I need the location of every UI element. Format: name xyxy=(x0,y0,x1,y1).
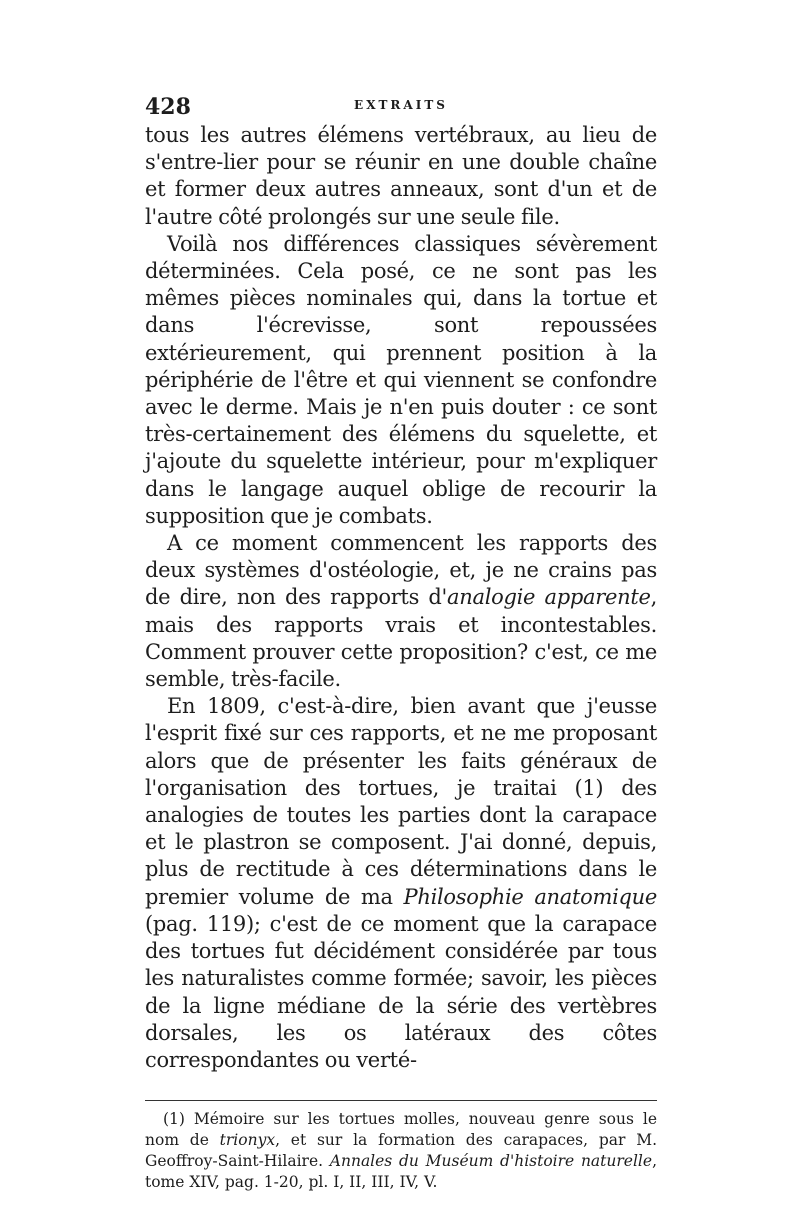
text-run: , mais des rapports vrais et incontestables. Comment prouver cette proposition? c'est, ce me semble, très-facile. xyxy=(145,585,658,692)
text-run: (1) Mémoire sur les tortues molles, nouveau genre sous le nom de xyxy=(145,1110,657,1150)
text-run: En 1809, c'est-à-dire, bien avant que j'eusse l'esprit fixé sur ces rapports, et ne me proposant alors que de présenter les faits généraux de l'organisation des tortues, je traitai (1) des analogies de toutes les parties dont la carapace et le plastron se composent. J'ai donné, depuis, plus de rectitude à ces déterminations dans le premier volume de ma xyxy=(145,694,657,909)
paragraph xyxy=(145,122,657,231)
paragraph xyxy=(145,231,657,530)
footnote-rule xyxy=(145,1100,657,1101)
italic-text: Annales du Muséum d'histoire naturelle xyxy=(329,1152,653,1171)
page-number: 428 xyxy=(145,94,191,120)
book-page xyxy=(145,96,657,1209)
text-run: , et sur la formation des carapaces, par M. Geoffroy-Saint-Hilaire. xyxy=(145,1131,657,1171)
text-run: tous les autres élémens vertébraux, au lieu de s'entre-lier pour se réunir en une double chaîne et former deux autres anneaux, sont d'un et de l'autre côté prolongés sur une seule file. xyxy=(145,123,657,229)
body-text xyxy=(145,122,657,1074)
italic-text: analogie apparente xyxy=(447,585,651,610)
paragraph xyxy=(145,693,657,1074)
running-head: EXTRAITS xyxy=(354,98,448,112)
footnote xyxy=(145,1109,657,1193)
italic-text: Philosophie anatomique xyxy=(403,884,657,909)
text-run: , tome XIV, pag. 1-20, pl. I, II, III, IV, V. xyxy=(145,1152,657,1192)
text-run: (pag. 119); c'est de ce moment que la carapace des tortues fut décidément considérée par tous les naturalistes comme formée; savoir, les pièces de la ligne médiane de la série des vertèbres dorsales, les os latéraux des côtes correspondantes ou verté- xyxy=(145,911,657,1072)
italic-text: trionyx xyxy=(219,1131,276,1150)
page-header xyxy=(145,96,657,120)
text-run: A ce moment commencent les rapports des deux systèmes d'ostéologie, et, je ne crains pas de dire, non des rapports d' xyxy=(145,531,657,610)
text-run: Voilà nos différences classiques sévèrement déterminées. Cela posé, ce ne sont pas les mêmes pièces nominales qui, dans la tortue et dans l'écrevisse, sont repoussées extérieurement, qui prennent position à la périphérie de l'être et qui viennent se confondre avec le derme. Mais je n'en puis douter : ce sont très-certainement des élémens du squelette, et j'ajoute du squelette intérieur, pour m'expliquer dans le langage auquel oblige de recourir la supposition que je combats. xyxy=(145,231,657,528)
paragraph xyxy=(145,530,657,693)
